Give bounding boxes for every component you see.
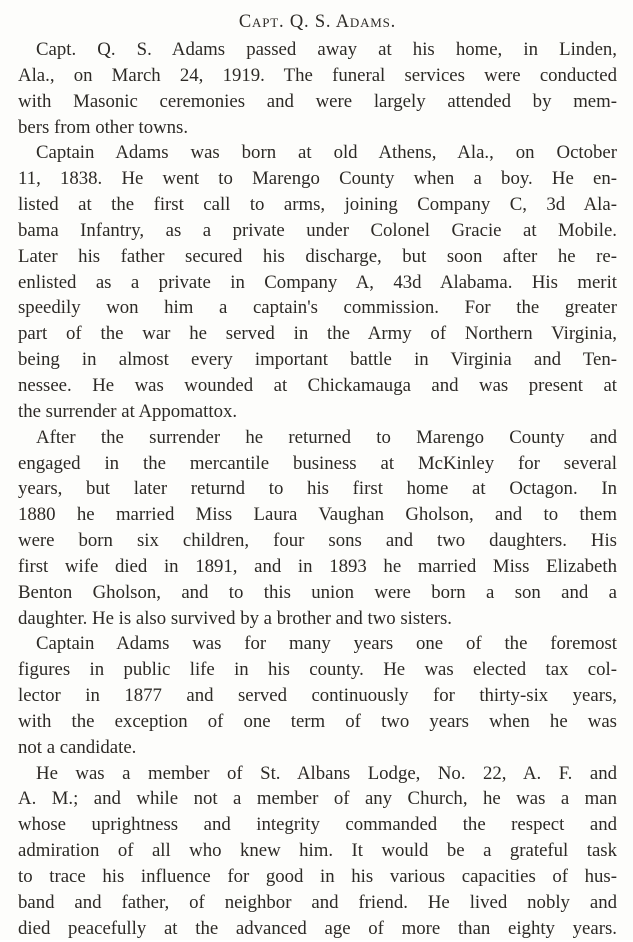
text-line: engaged in the mercantile business at McKinley for several [18,452,617,474]
text-line: bers from other towns. [18,116,189,138]
text-line: listed at the first call to arms, joining Company C, 3d Ala- [18,194,617,216]
text-line: Ala., on March 24, 1919. The funeral services were conducted [18,64,617,86]
text-line: enlisted as a private in Company A, 43d Alabama. His merit [18,271,617,293]
text-line: being in almost every important battle in Virginia and Ten- [18,349,617,371]
text-line: A. M.; and while not a member of any Church, he was a man [18,788,617,810]
text-line: daughter. He is also survived by a brother and two sisters. [18,607,452,629]
text-line: were born six children, four sons and two daughters. His [18,530,617,552]
text-line: first wife died in 1891, and in 1893 he married Miss Elizabeth [18,555,617,577]
text-line: Later his father secured his discharge, but soon after he re- [18,245,617,267]
text-line: figures in public life in his county. He was elected tax col- [18,659,617,681]
text-line: Capt. Q. S. Adams passed away at his home, in Linden, [36,39,617,60]
text-line: nessee. He was wounded at Chickamauga and was present at [18,374,617,396]
article-body [18,37,617,942]
text-line: Captain Adams was born at old Athens, Ala., on October [36,142,617,164]
text-line: part of the war he served in the Army of Northern Virginia, [18,323,617,345]
text-line: years, but later returnd to his first home at Octagon. In [18,478,617,500]
text-line: After the surrender he returned to Marengo County and [36,426,617,448]
text-line: speedily won him a captain's commission. For the greater [18,297,617,319]
text-line: Captain Adams was for many years one of the foremost [36,633,617,655]
article-title: Capt. Q. S. Adams. [238,12,397,32]
text-line: the surrender at Appomattox. [18,400,238,422]
text-line: whose uprightness and integrity commanded the respect and [18,814,617,836]
text-line: He was a member of St. Albans Lodge, No. 22, A. F. and [36,762,617,784]
text-line: admiration of all who knew him. It would be a grateful task [18,840,617,862]
text-line: died peacefully at the advanced age of more than eighty years. [18,917,617,939]
text-line: bama Infantry, as a private under Colonel Gracie at Mobile. [18,219,617,241]
text-line: 11, 1838. He went to Marengo County when a boy. He en- [18,168,617,190]
text-line: 1880 he married Miss Laura Vaughan Gholson, and to them [18,504,617,526]
text-line: to trace his influence for good in his various capacities of hus- [18,866,617,887]
text-line: not a candidate. [18,736,137,758]
text-line: with the exception of one term of two years when he was [18,710,617,732]
text-line: lector in 1877 and served continuously for thirty-six years, [18,685,617,707]
text-line: band and father, of neighbor and friend. He lived nobly and [18,891,617,913]
text-line: with Masonic ceremonies and were largely attended by mem- [18,90,617,112]
text-line: Benton Gholson, and to this union were born a son and a [18,581,617,603]
